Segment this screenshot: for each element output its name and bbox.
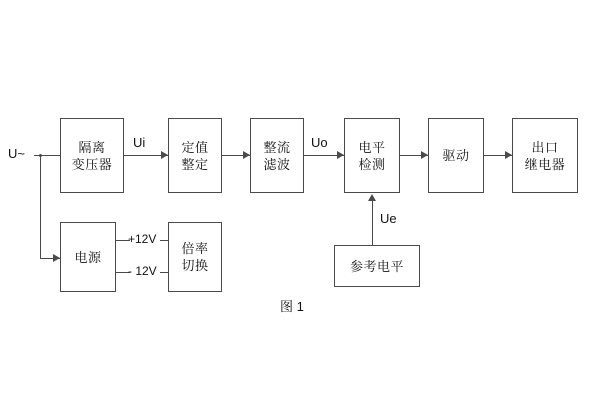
label-signal-uo: Uo (311, 135, 328, 150)
block-fixed-value-setting-line-1: 定值 (181, 139, 209, 155)
block-output-relay-line-1: 出口 (531, 139, 559, 155)
block-isolation-transformer-line-1: 隔离 (78, 139, 106, 155)
label-supply-minus-12v: - 12V (128, 264, 157, 278)
block-output-relay (512, 118, 578, 193)
label-signal-ue: Ue (380, 211, 397, 226)
arrow-to-output-relay (505, 151, 512, 159)
block-output-relay-line-2: 继电器 (524, 156, 566, 172)
block-power-supply-line-1: 电源 (74, 249, 102, 265)
arrow-to-level-detection-ue (368, 194, 376, 201)
block-rectifier-filter (250, 118, 304, 193)
block-drive (428, 118, 484, 193)
label-input-u: U~ (8, 146, 25, 161)
wire-plus12-to-multiplier (160, 240, 168, 241)
block-rectifier-filter-line-2: 滤波 (263, 156, 291, 172)
arrow-to-power-supply (53, 254, 60, 262)
label-supply-plus-12v: +12V (128, 232, 157, 246)
block-rectifier-filter-line-1: 整流 (263, 139, 291, 155)
block-multiplier-switch (168, 222, 222, 292)
wire-input-branch-down (40, 155, 41, 258)
block-reference-level (334, 245, 420, 287)
wire-minus12-to-multiplier (160, 272, 168, 273)
wire-input-to-isolation (34, 155, 60, 156)
arrow-to-rectifier (243, 151, 250, 159)
block-drive-line-1: 驱动 (442, 148, 470, 163)
block-isolation-transformer-line-2: 变压器 (71, 156, 113, 172)
junction-dot (39, 154, 42, 157)
block-fixed-value-setting (168, 118, 222, 193)
block-power-supply (60, 222, 116, 292)
block-reference-level-line-1: 参考电平 (349, 258, 404, 274)
block-level-detection-line-2: 检测 (358, 156, 386, 172)
arrow-to-level-detection (337, 151, 344, 159)
block-level-detection-line-1: 电平 (358, 139, 386, 155)
label-signal-ui: Ui (133, 135, 146, 150)
block-fixed-value-setting-line-2: 整定 (181, 156, 209, 172)
arrow-to-setting (161, 151, 168, 159)
block-level-detection (344, 118, 400, 193)
block-multiplier-switch-line-2: 切换 (181, 258, 209, 273)
block-multiplier-switch-line-1: 倍率 (181, 241, 209, 256)
wire-reference-to-level (372, 200, 373, 245)
figure-caption: 图 1 (280, 299, 304, 314)
block-isolation-transformer (60, 118, 124, 193)
arrow-to-drive (421, 151, 428, 159)
